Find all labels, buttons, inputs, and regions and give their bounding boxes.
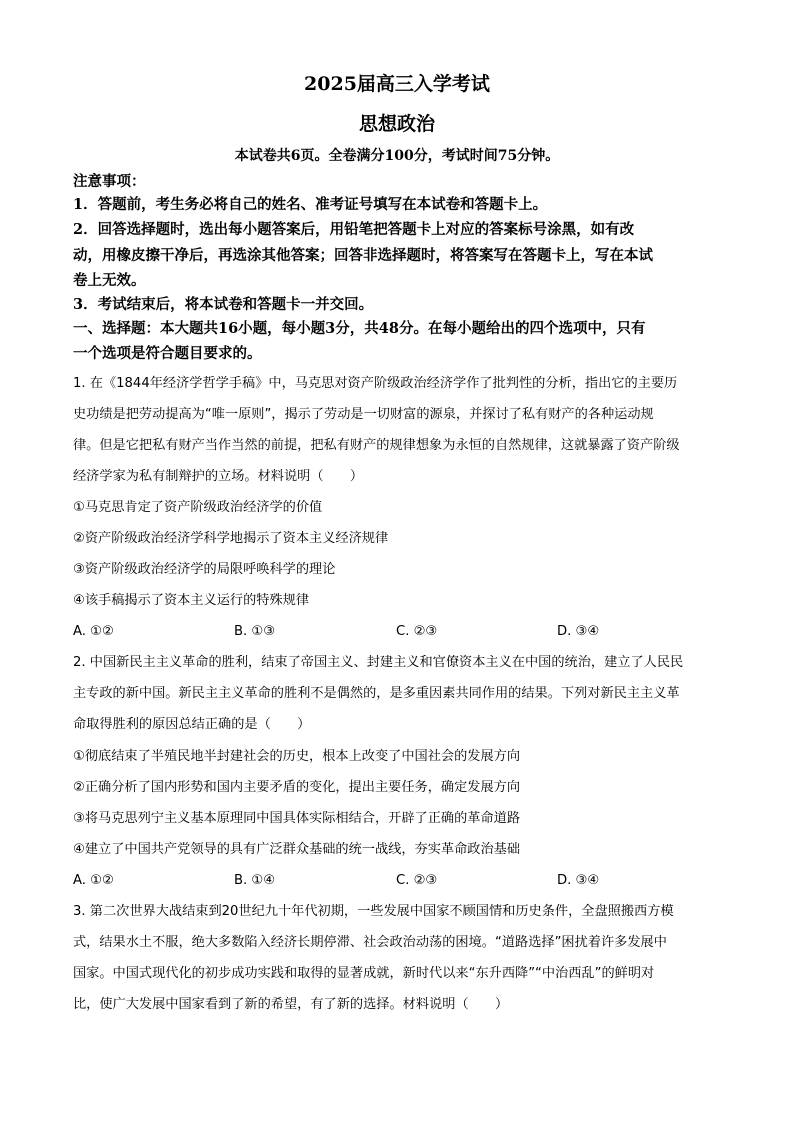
question-1-statement: ③资产阶级政治经济学的局限呼唤科学的理论 (73, 562, 336, 577)
section-heading-line-1: 一、选择题：本大题共16小题，每小题3分，共48分。在每小题给出的四个选项中，只有 (73, 320, 646, 337)
notice-item-3: 3．考试结束后，将本试卷和答题卡一并交回。 (73, 296, 374, 313)
question-3-text-line: 国家。中国式现代化的初步成功实践和取得的显著成就，新时代以来“东升西降”“中治西乱”的鲜明对 (73, 966, 655, 981)
question-1-option-a: A. ①② (73, 624, 114, 639)
question-2-option-b: B. ①④ (234, 873, 276, 888)
question-2-statement: ①彻底结束了半殖民地半封建社会的历史，根本上改变了中国社会的发展方向 (73, 749, 521, 764)
notice-item-2-line-2: 动，用橡皮擦干净后，再选涂其他答案；回答非选择题时，将答案写在答题卡上，写在本试 (73, 247, 653, 264)
question-3-text-line: 3. 第二次世界大战结束到20世纪九十年代初期，一些发展中国家不顾国情和历史条件，全盘照搬西方模 (73, 904, 674, 919)
question-2-text-line: 命取得胜利的原因总结正确的是（ ） (73, 717, 311, 732)
question-1-text-line: 律。但是它把私有财产当作当然的前提，把私有财产的规律想象为永恒的自然规律，这就暴露了资产阶级 (73, 438, 680, 453)
question-1-text-line: 史功绩是把劳动提高为“唯一原则”，揭示了劳动是一切财富的源泉，并探讨了私有财产的各种运动规 (73, 407, 654, 422)
notice-item-2-line-1: 2．回答选择题时，选出每小题答案后，用铅笔把答题卡上对应的答案标号涂黑，如有改 (73, 221, 635, 238)
question-1-option-d: D. ③④ (557, 624, 600, 639)
question-2-option-a: A. ①② (73, 873, 114, 888)
subject-title: 思想政治 (358, 113, 435, 135)
question-3-text-line: 比，使广大发展中国家看到了新的希望，有了新的选择。材料说明（ ） (73, 997, 509, 1012)
question-2-option-d: D. ③④ (557, 873, 600, 888)
question-1-option-c: C. ②③ (396, 624, 438, 639)
question-2-text-line: 2. 中国新民主主义革命的胜利，结束了帝国主义、封建主义和官僚资本主义在中国的统治，建立了人民民 (73, 655, 684, 670)
question-2-statement: ③将马克思列宁主义基本原理同中国具体实际相结合，开辟了正确的革命道路 (73, 811, 521, 826)
question-2-statement: ④建立了中国共产党领导的具有广泛群众基础的统一战线，夯实革命政治基础 (73, 842, 521, 857)
question-1-text-line: 经济学家为私有制辩护的立场。材料说明（ ） (73, 469, 364, 484)
exam-info: 本试卷共6页。全卷满分100分，考试时间75分钟。 (234, 148, 560, 164)
question-3-text-line: 式，结果水土不服，绝大多数陷入经济长期停滞、社会政治动荡的困境。“道路选择”困扰着许多发展中 (73, 935, 667, 950)
question-1-statement: ④该手稿揭示了资本主义运行的特殊规律 (73, 593, 310, 608)
notice-item-2-line-3: 卷上无效。 (73, 272, 146, 289)
question-1-option-b: B. ①③ (234, 624, 276, 639)
question-2-statement: ②正确分析了国内形势和国内主要矛盾的变化，提出主要任务，确定发展方向 (73, 780, 521, 795)
question-1-text-line: 1. 在《1844年经济学哲学手稿》中，马克思对资产阶级政治经济学作了批判性的分析，指出它的主要历 (73, 376, 678, 391)
question-1-statement: ①马克思肯定了资产阶级政治经济学的价值 (73, 500, 323, 515)
section-heading-line-2: 一个选项是符合题目要求的。 (73, 345, 262, 362)
notice-item-1: 1．答题前，考生务必将自己的姓名、准考证号填写在本试卷和答题卡上。 (73, 196, 548, 213)
question-2-text-line: 主专政的新中国。新民主主义革命的胜利不是偶然的，是多重因素共同作用的结果。下列对新民主主义革 (73, 686, 680, 701)
question-2-option-c: C. ②③ (396, 873, 438, 888)
question-1-statement: ②资产阶级政治经济学科学地揭示了资本主义经济规律 (73, 531, 389, 546)
exam-title: 2025届高三入学考试 (304, 73, 490, 95)
notice-heading: 注意事项： (73, 173, 146, 190)
